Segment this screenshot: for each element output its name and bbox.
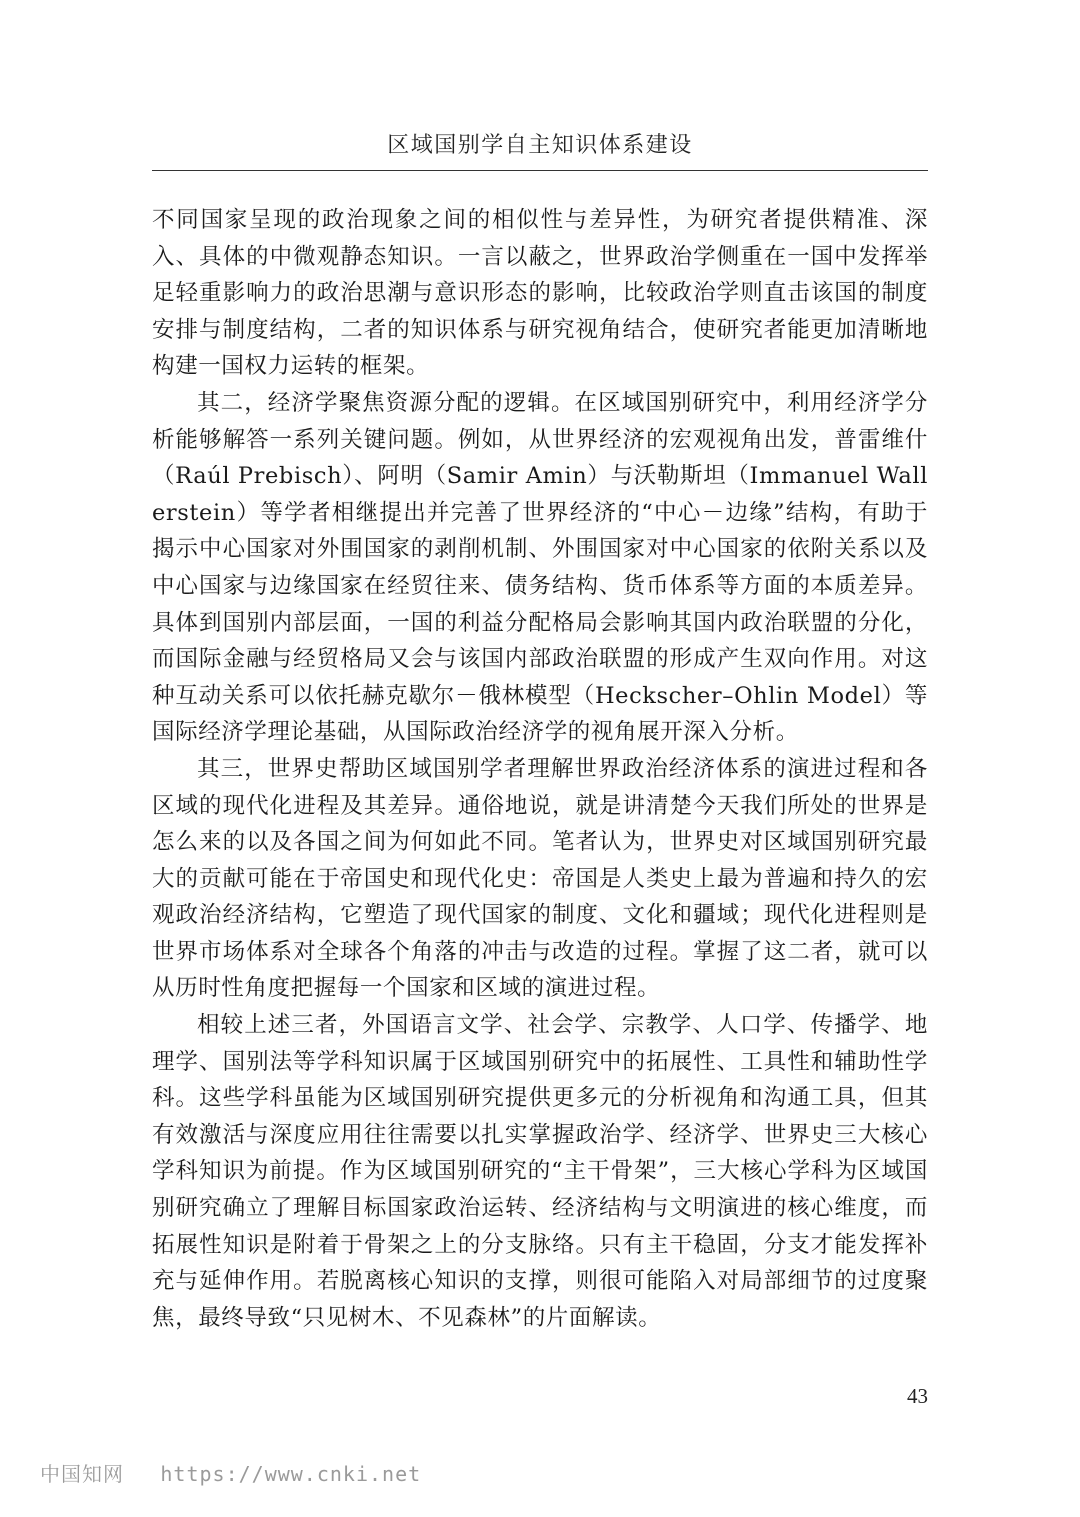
running-header-title: 区域国别学自主知识体系建设 <box>387 133 693 158</box>
running-header <box>152 128 928 171</box>
cnki-watermark <box>40 1458 421 1487</box>
watermark-name: 中国知网 <box>40 1462 124 1486</box>
paragraph-auxiliary-disciplines: 相较上述三者，外国语言文学、社会学、宗教学、人口学、传播学、地理学、国别法等学科知识属于区域国别研究中的拓展性、工具性和辅助性学科。这些学科虽能为区域国别研究提供更多元的分析视角和沟通工具，但其有效激活与深度应用往往需要以扎实掌握政治学、经济学、世界史三大核心学科知识为前提。作为区域国别研究的“主干骨架”，三大核心学科为区域国别研究确立了理解目标国家政治运转、经济结构与文明演进的核心维度，而拓展性知识是附着于骨架之上的分支脉络。只有主干稳固，分支才能发挥补充与延伸作用。若脱离核心知识的支撑，则很可能陷入对局部细节的过度聚焦，最终导致“只见树木、不见森林”的片面解读。 <box>152 1012 928 1331</box>
paragraph-world-history: 其三，世界史帮助区域国别学者理解世界政治经济体系的演进过程和各区域的现代化进程及其差异。通俗地说，就是讲清楚今天我们所处的世界是怎么来的以及各国之间为何如此不同。笔者认为，世界史对区域国别研究最大的贡献可能在于帝国史和现代化史：帝国是人类史上最为普遍和持久的宏观政治经济结构，它塑造了现代国家的制度、文化和疆域；现代化进程则是世界市场体系对全球各个角落的冲击与改造的过程。掌握了这二者，就可以从历时性角度把握每一个国家和区域的演进过程。 <box>152 755 928 1002</box>
article-body <box>152 202 928 1336</box>
paragraph-economics: 其二，经济学聚焦资源分配的逻辑。在区域国别研究中，利用经济学分析能够解答一系列关键问题。例如，从世界经济的宏观视角出发，普雷维什（Raúl Prebisch）、阿明（Samir Amin）与沃勒斯坦（Immanuel Wallerstein）等学者相继提出并完善了世界经济的“中心－边缘”结构，有助于揭示中心国家对外围国家的剥削机制、外围国家对中心国家的依附关系以及中心国家与边缘国家在经贸往来、债务结构、货币体系等方面的本质差异。具体到国别内部层面，一国的利益分配格局会影响其国内政治联盟的分化，而国际金融与经贸格局又会与该国内部政治联盟的形成产生双向作用。对这种互动关系可以依托赫克歇尔－俄林模型（Heckscher–Ohlin Model）等国际经济学理论基础，从国际政治经济学的视角展开深入分析。 <box>152 389 928 746</box>
paragraph-continued: 不同国家呈现的政治现象之间的相似性与差异性，为研究者提供精准、深入、具体的中微观静态知识。一言以蔽之，世界政治学侧重在一国中发挥举足轻重影响力的政治思潮与意识形态的影响，比较政治学则直击该国的制度安排与制度结构，二者的知识体系与研究视角结合，使研究者能更加清晰地构建一国权力运转的框架。 <box>152 207 928 380</box>
page-number: 43 <box>907 1384 928 1408</box>
watermark-url: https://www.cnki.net <box>160 1462 422 1486</box>
